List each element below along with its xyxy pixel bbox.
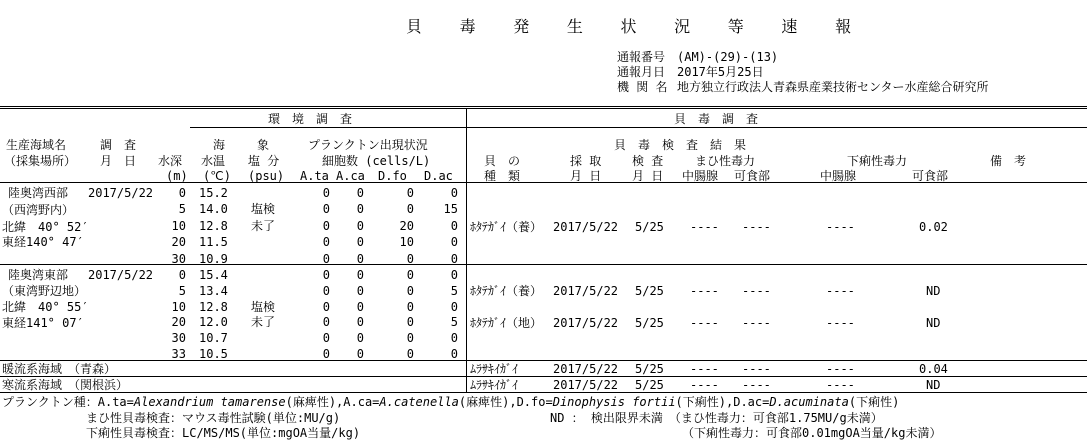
remarks-header: 備 考	[990, 154, 1027, 168]
station2-shell2-dsp-mid: ----	[826, 316, 855, 330]
station1-row-aca: 0	[356, 186, 364, 200]
inspect-header-2: 月 日	[632, 169, 664, 183]
station1-row-temp: 10.9	[199, 251, 228, 266]
station2-row-dfo: 0	[406, 331, 414, 346]
dsp-midgut-header: 中腸腺	[820, 169, 857, 183]
station2-row-aca: 0	[356, 299, 364, 314]
station2-row-dac: 0	[450, 331, 458, 346]
station1-row-temp: 11.5	[199, 235, 228, 250]
footnote-dsp-method: 下痢性貝毒検査：LC/MS/MS(単位:mgOA当量/kg)	[86, 426, 361, 440]
station2-row-depth: 10	[171, 299, 186, 314]
station2-shell1-psp-edi: ----	[742, 284, 771, 298]
station2-row-sal: 塩検	[251, 299, 276, 314]
station2-shell2-collect: 2017/5/22	[553, 316, 619, 330]
page-title: 貝 毒 発 生 状 況 等 速 報	[406, 17, 866, 36]
warm-shell-type: ﾑﾗｻｷｲｶﾞｲ	[470, 362, 519, 376]
cold-dsp-edi: ND	[926, 378, 941, 392]
station2-row-ata: 0	[322, 347, 330, 361]
temp-unit: (℃)	[203, 169, 231, 183]
station1-row-depth: 20	[171, 235, 186, 250]
station2-row-aca: 0	[356, 331, 364, 346]
station2-row-depth: 5	[178, 283, 186, 298]
station1-row-dfo: 10	[399, 235, 414, 250]
report-date: 2017年5月25日	[677, 65, 764, 79]
cold-inspect: 5/25	[635, 378, 664, 392]
station2-shell2-inspect: 5/25	[635, 316, 664, 330]
station2-shell2-psp-edi: ----	[742, 316, 771, 330]
station1-lat: 北緯 40° 52′	[2, 220, 89, 234]
station1-row-temp: 12.8	[199, 218, 228, 233]
station2-row-aca: 0	[356, 268, 364, 282]
station2-shell1-inspect: 5/25	[635, 284, 664, 298]
station2-row-dac: 5	[450, 283, 458, 298]
station2-row-temp: 10.5	[199, 347, 228, 361]
station1-row-aca: 0	[356, 202, 364, 217]
station2-place: （東湾野辺地）	[2, 284, 87, 298]
sea-area-sub-header: （採集場所）	[4, 154, 77, 168]
cell-density-header: 細胞数 (cells/L)	[322, 154, 431, 168]
station1-dsp-mid: ----	[826, 220, 855, 234]
station2-row-dfo: 0	[406, 315, 414, 330]
plankton-header: プランクトン出現状況	[308, 138, 428, 152]
station1-psp-edi: ----	[742, 220, 771, 234]
footnote-psp-method: まひ性貝毒検査：マウス毒性試験(単位:MU/g)	[86, 411, 341, 425]
table-top-line	[0, 106, 1087, 107]
station2-row-temp: 12.0	[199, 315, 228, 330]
dac-header: D.ac	[424, 169, 453, 183]
report-number: (AM)-(29)-(13)	[677, 50, 779, 64]
station2-row-temp: 10.7	[199, 331, 228, 346]
salinity-header: 塩 分	[248, 154, 280, 168]
station1-inspect: 5/25	[635, 220, 664, 234]
warm-inspect: 5/25	[635, 362, 664, 376]
report-org-label: 機 関 名	[617, 80, 668, 94]
station2-bottom-line	[0, 360, 1087, 361]
station2-shell1-psp-mid: ----	[690, 284, 719, 298]
dsp-header: 下痢性毒力	[847, 154, 908, 168]
station1-row-sal: 塩検	[251, 202, 276, 217]
station2-row-dfo: 0	[406, 268, 414, 282]
env-survey-header: 環 境 調 査	[268, 112, 353, 126]
report-org: 地方独立行政法人青森県産業技術センター水産総合研究所	[677, 80, 989, 94]
sea-header: 海	[213, 138, 226, 152]
warm-dsp-edi: 0.04	[919, 362, 948, 376]
station2-row-temp: 13.4	[199, 283, 228, 298]
station2-row-dfo: 0	[406, 283, 414, 298]
warm-collect: 2017/5/22	[553, 362, 619, 376]
warm-dsp-mid: ----	[826, 362, 855, 376]
shell-name-header-2: 種 類	[484, 169, 521, 183]
shell-survey-header: 貝 毒 調 査	[674, 112, 759, 126]
station2-row-temp: 15.4	[199, 268, 228, 282]
station2-row-depth: 20	[171, 315, 186, 330]
station1-row-dfo: 0	[406, 202, 414, 217]
station2-row-sal: 未了	[251, 315, 276, 330]
station1-row-depth: 0	[178, 186, 186, 200]
station2-row-dac: 0	[450, 347, 458, 361]
aca-header: A.ca	[336, 169, 365, 183]
section-divider	[466, 108, 467, 392]
table-bottom-line	[0, 392, 1087, 393]
station1-row-dfo: 20	[399, 218, 414, 233]
station1-row-depth: 5	[178, 202, 186, 217]
station1-row-dac: 15	[443, 202, 458, 217]
psp-midgut-header: 中腸腺	[682, 169, 719, 183]
station1-row-aca: 0	[356, 218, 364, 233]
month-day-header: 月 日	[100, 154, 137, 168]
station2-row-aca: 0	[356, 315, 364, 330]
station2-row-temp: 12.8	[199, 299, 228, 314]
station1-row-ata: 0	[322, 186, 330, 200]
station1-row-depth: 30	[171, 251, 186, 266]
station2-row-dac: 5	[450, 315, 458, 330]
station1-row-depth: 10	[171, 218, 186, 233]
station1-row-dac: 0	[450, 235, 458, 250]
station2-row-depth: 30	[171, 331, 186, 346]
header-sub-line	[190, 127, 1087, 128]
station2-shell2-type: ﾎﾀﾃｶﾞｲ（地）	[470, 316, 543, 330]
cold-psp-edi: ----	[742, 378, 771, 392]
station2-row-aca: 0	[356, 347, 364, 361]
station1-lon: 東経140° 47′	[2, 235, 84, 249]
station1-row-ata: 0	[322, 218, 330, 233]
inspect-header-1: 検 査	[632, 154, 664, 168]
station1-date: 2017/5/22	[88, 186, 154, 200]
station2-shell2-psp-mid: ----	[690, 316, 719, 330]
dsp-edible-header: 可食部	[912, 169, 949, 183]
warm-bottom-line	[0, 376, 1087, 377]
collect-header-2: 月 日	[570, 169, 602, 183]
station1-row-dfo: 0	[406, 251, 414, 266]
survey-header: 調 査	[100, 138, 137, 152]
station1-row-aca: 0	[356, 235, 364, 250]
report-date-label: 通報月日	[617, 65, 666, 79]
collect-header-1: 採 取	[570, 154, 602, 168]
shell-name-header-1: 貝 の	[484, 154, 521, 168]
depth-unit: (m)	[166, 169, 188, 183]
station2-row-aca: 0	[356, 283, 364, 298]
cold-psp-mid: ----	[690, 378, 719, 392]
warm-psp-edi: ----	[742, 362, 771, 376]
station1-psp-mid: ----	[690, 220, 719, 234]
station2-lon: 東経141° 07′	[2, 316, 84, 330]
station1-row-ata: 0	[322, 202, 330, 217]
warm-area-name: 暖流系海域 （青森）	[2, 362, 117, 376]
station2-row-dfo: 0	[406, 347, 414, 361]
station2-row-dfo: 0	[406, 299, 414, 314]
footnote-nd: ND ： 検出限界未満 （まひ性毒力：可食部1.75MU/g未満）	[550, 411, 883, 425]
cold-area-name: 寒流系海域 （関根浜）	[2, 378, 129, 392]
psp-edible-header: 可食部	[734, 169, 771, 183]
station2-row-ata: 0	[322, 315, 330, 330]
station2-shell1-collect: 2017/5/22	[553, 284, 619, 298]
footnote-dsp-limit: （下痢性毒力：可食部0.01mgOA当量/kg未満）	[682, 426, 942, 440]
station1-shell-type: ﾎﾀﾃｶﾞｲ（養）	[470, 220, 543, 234]
station2-row-ata: 0	[322, 331, 330, 346]
warm-psp-mid: ----	[690, 362, 719, 376]
station1-place: （西湾野内）	[2, 203, 75, 217]
cold-collect: 2017/5/22	[553, 378, 619, 392]
station-divider	[0, 264, 1087, 265]
station1-collect: 2017/5/22	[553, 220, 619, 234]
ata-header: A.ta	[300, 169, 329, 183]
station2-row-dac: 0	[450, 268, 458, 282]
footnote-plankton: プランクトン種：A.ta=Alexandrium tamarense(麻痺性),A.ca=A.catenella(麻痺性),D.fo=Dinophysis fortii(下痢性),D.ac=D.acuminata(下痢性)	[2, 395, 900, 409]
table-top-line-2	[0, 108, 1087, 109]
station2-row-depth: 0	[178, 268, 186, 282]
station1-row-aca: 0	[356, 251, 364, 266]
station1-row-ata: 0	[322, 251, 330, 266]
station1-row-temp: 15.2	[199, 186, 228, 200]
depth-header: 水深	[158, 154, 183, 168]
station2-lat: 北緯 40° 55′	[2, 300, 89, 314]
station2-row-dac: 0	[450, 299, 458, 314]
dfo-header: D.fo	[378, 169, 407, 183]
station2-row-depth: 33	[171, 347, 186, 361]
station2-shell1-dsp-edi: ND	[926, 284, 941, 298]
station1-row-sal: 未了	[251, 218, 276, 233]
station1-row-dac: 0	[450, 186, 458, 200]
station2-name: 陸奥湾東部	[8, 268, 69, 282]
station1-row-dac: 0	[450, 218, 458, 233]
station2-row-ata: 0	[322, 299, 330, 314]
station1-name: 陸奥湾西部	[8, 186, 69, 200]
water-temp-header: 水温	[201, 154, 226, 168]
station2-date: 2017/5/22	[88, 268, 154, 282]
station1-row-ata: 0	[322, 235, 330, 250]
phenom-header: 象	[257, 138, 270, 152]
salinity-unit: (psu)	[248, 169, 285, 183]
cold-dsp-mid: ----	[826, 378, 855, 392]
station1-row-dfo: 0	[406, 186, 414, 200]
station1-dsp-edi: 0.02	[919, 220, 948, 234]
sea-area-header: 生産海域名	[6, 138, 67, 152]
shell-test-header: 貝 毒 検 査 結 果	[614, 138, 747, 152]
station1-row-temp: 14.0	[199, 202, 228, 217]
cold-shell-type: ﾑﾗｻｷｲｶﾞｲ	[470, 378, 519, 392]
station2-shell1-type: ﾎﾀﾃｶﾞｲ（養）	[470, 284, 543, 298]
station2-row-ata: 0	[322, 283, 330, 298]
station2-shell2-dsp-edi: ND	[926, 316, 941, 330]
psp-header: まひ性毒力	[695, 154, 756, 168]
report-number-label: 通報番号	[617, 50, 666, 64]
station2-row-ata: 0	[322, 268, 330, 282]
station2-shell1-dsp-mid: ----	[826, 284, 855, 298]
station1-row-dac: 0	[450, 251, 458, 266]
